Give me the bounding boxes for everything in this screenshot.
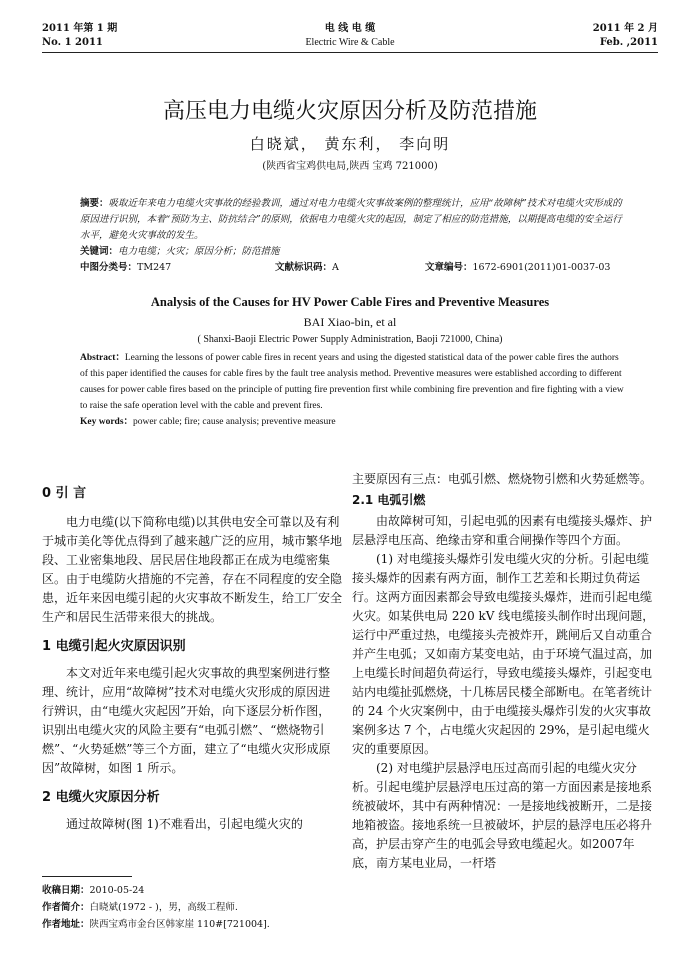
continued-paragraph: 主要原因有三点：电弧引燃、燃烧物引燃和火势延燃等。: [352, 472, 653, 486]
paper-affiliation: (陕西省宝鸡供电局,陕西 宝鸡 721000): [262, 161, 438, 172]
paper-title-en: Analysis of the Causes for HV Power Cable Fires and Preventive Measures: [150, 295, 550, 309]
joint-explosion-paragraph: (1) 对电缆接头爆炸引发电缆火灾的分析。引起电缆接头爆炸的因素有两方面，制作工艺差和长期过负荷运行。这两方面因素都会导致电缆接头爆炸，进而引起电缆火灾。如某供电局 220 kV 线电缆接头制作时出现问题，运行中严重过热，电缆接头壳被炸开，跳闸后又自动重合并产生电弧；又如南方某变电站，由于环境气温过高，加上电缆长时间超负荷运行，导致电缆接头爆炸，引起变电站内电缆扯弧燃烧，十几栋居民楼全部断电。在笔者统计的 24 个火灾案例中，由于电缆接头爆炸引发的火灾事故案例多达 7 个，占电缆火灾起因的 29%，是引起电缆火灾的重要原因。: [352, 552, 655, 756]
paper-author-en: BAI Xiao-bin, et al: [303, 315, 397, 329]
section-1-heading: 1 电缆引起火灾原因识别: [42, 639, 186, 654]
footnote-address: 作者地址：陕西宝鸡市金台区韩家崖 110#[721004].: [42, 919, 270, 930]
sheath-voltage-paragraph: (2) 对电缆护层悬浮电压过高而引起的电缆火灾分析。引起电缆护层悬浮电压过高的第一方面因素是接地系统被破坏，其中有两种情况：一是接地线被断开，二是接地箱被盗。接地系统一旦被破坏，护层的悬浮电压必将升高，护层击穿产生的电弧会导致电缆起火。如2007年底，南方某电业局，一杆塔: [352, 761, 653, 870]
left-column: [42, 484, 342, 834]
section-2-paragraph: 通过故障树(图 1)不难看出，引起电缆火灾的: [66, 817, 303, 831]
abstract-cn: [80, 196, 625, 276]
section-1-paragraph: 本文对近年来电缆引起火灾事故的典型案例进行整理、统计，应用“故障树”技术对电缆火灾形成的原因进行辨识，由“电缆火灾起因”开始，向下逐层分析作图，识别出电缆火灾的风险主要有“电弧引燃”、“燃烧物引燃”、“火势延燃”等三个方面，建立了“电缆火灾形成原因”故障树，如图 1 所示。: [42, 666, 331, 775]
abstract-en: [80, 350, 625, 430]
section-0-paragraph: 电力电缆(以下简称电缆)以其供电安全可靠以及有利于城市美化等优点得到了越来越广泛的应用，城市繁华地段、工业密集地段、居民居住地段都正在成为电缆密集区。由于电缆防火措施的不完善，存在不同程度的安全隐患，近年来因电缆引起的火灾事故不断发生，给工厂安全生产和居民生活带来很大的挑战。: [42, 515, 343, 624]
subsection-2-1-paragraph: 由故障树可知，引起电弧的因素有电缆接头爆炸、护层悬浮电压高、绝缘击穿和重合闸操作等四个方面。: [352, 514, 653, 547]
journal-name-en: Electric Wire & Cable: [305, 37, 395, 48]
footnote-rule: [42, 876, 132, 877]
keywords-en: Key words：power cable; fire; cause analysis; preventive measure: [80, 417, 336, 427]
footnote-received: 收稿日期：2010-05-24: [42, 885, 145, 896]
journal-date-cn: 2011 年 2 月: [592, 23, 658, 34]
subsection-2-1-heading: 2.1 电弧引燃: [352, 493, 426, 507]
paper-title: 高压电力电缆火灾原因分析及防范措施: [162, 99, 537, 124]
paper-authors: 白晓斌， 黄东利， 李向明: [249, 135, 451, 153]
header-rule: [42, 52, 658, 53]
right-column: [352, 470, 656, 873]
section-2-heading: 2 电缆火灾原因分析: [42, 790, 160, 805]
classification-line: 中图分类号：TM247 文献标识码：A 文章编号：1672-6901(2011)01-0037-03: [80, 262, 611, 273]
section-0-heading: 0 引 言: [42, 486, 87, 501]
abstract-cn-body: 摘要：吸取近年来电力电缆火灾事故的经验教训，通过对电力电缆火灾事故案例的整理统计，应用“故障树”技术对电缆火灾形成的原因进行识别，本着“预防为主、防抗结合”的原则，依据电力电缆火灾的起因，制定了相应的防范措施，以期提高电缆的安全运行水平，避免火灾事故的发生。: [80, 198, 622, 241]
journal-date-en: Feb. ,2011: [599, 37, 658, 48]
footnote-bio: 作者简介：白晓斌(1972 - )，男，高级工程师.: [42, 902, 238, 913]
footnotes: [42, 882, 342, 933]
journal-issue-en: No. 1 2011: [42, 37, 103, 48]
abstract-en-body: Abstract：Learning the lessons of power cable fires in recent years and using the digested statistical data of the power cable fires the authors of this paper identified the causes for cable fires by the fault tree analysis method. Preventive measures were established according to different causes for power cable fires based on the principle of putting fire prevention first while combining fire prevention and fire fighting with a view to raise the safe operation level with the cable and prevent fires.: [80, 353, 624, 411]
journal-name-cn: 电 线 电 缆: [324, 23, 376, 34]
keywords-cn: 关键词：电力电缆；火灾；原因分析；防范措施: [80, 246, 280, 257]
journal-issue-cn: 2011 年第 1 期: [42, 23, 118, 34]
paper-affiliation-en: ( Shanxi-Baoji Electric Power Supply Administration, Baoji 721000, China): [197, 334, 503, 345]
